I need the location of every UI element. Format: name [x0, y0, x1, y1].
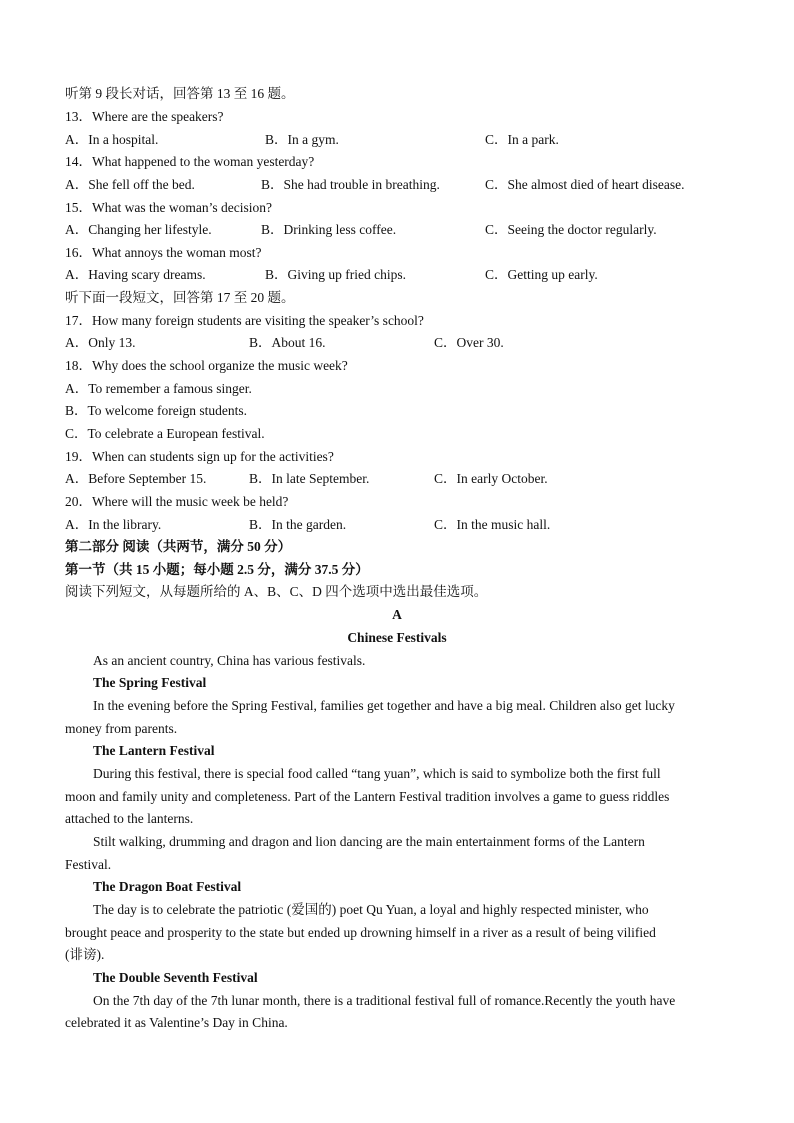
paragraph-line: On the 7th day of the 7th lunar month, there is a traditional festival full of romance.Recently the youth have	[93, 993, 676, 1008]
option-17b: B．About 16.	[249, 335, 326, 350]
option-19c: C．In early October.	[434, 471, 548, 486]
option-16b: B．Giving up fried chips.	[265, 267, 406, 282]
question-19: 19．When can students sign up for the activities?	[65, 449, 334, 464]
question-13: 13．Where are the speakers?	[65, 109, 224, 124]
option-13c: C．In a park.	[485, 132, 559, 147]
reading-instruction: 阅读下列短文，从每题所给的 A、B、C、D 四个选项中选出最佳选项。	[65, 584, 488, 599]
option-15b: B．Drinking less coffee.	[261, 222, 397, 237]
part-title: 第二部分 阅读（共两节，满分 50 分）	[65, 539, 292, 554]
paragraph-line: attached to the lanterns.	[65, 811, 194, 826]
passage-title: Chinese Festivals	[347, 630, 447, 645]
passage-letter: A	[392, 607, 402, 622]
option-17a: A．Only 13.	[65, 335, 136, 350]
paragraph-line: Festival.	[65, 857, 112, 872]
paragraph-line: The day is to celebrate the patriotic (爱国的) poet Qu Yuan, a loyal and highly respected minister, who	[93, 902, 649, 917]
option-17c: C．Over 30.	[434, 335, 504, 350]
section-title: 第一节（共 15 小题；每小题 2.5 分，满分 37.5 分）	[65, 562, 369, 577]
option-19a: A．Before September 15.	[65, 471, 207, 486]
section9-intro: 听第 9 段长对话，回答第 13 至 16 题。	[65, 86, 295, 101]
option-18a: A．To remember a famous singer.	[65, 381, 252, 396]
paragraph-line: Stilt walking, drumming and dragon and lion dancing are the main entertainment forms of the Lantern	[93, 834, 645, 849]
option-14a: A．She fell off the bed.	[65, 177, 195, 192]
question-17: 17．How many foreign students are visiting the speaker’s school?	[65, 313, 424, 328]
option-20b: B．In the garden.	[249, 517, 347, 532]
paragraph-line: During this festival, there is special food called “tang yuan”, which is said to symbolize both the first full	[93, 766, 661, 781]
passage-intro-text: As an ancient country, China has various festivals.	[93, 653, 366, 668]
option-18c: C．To celebrate a European festival.	[65, 426, 265, 441]
question-20: 20．Where will the music week be held?	[65, 494, 289, 509]
heading-spring-festival: The Spring Festival	[93, 675, 207, 690]
paragraph-line: In the evening before the Spring Festival, families get together and have a big meal. Children also get lucky	[93, 698, 675, 713]
option-16a: A．Having scary dreams.	[65, 267, 206, 282]
heading-dragon-boat-festival: The Dragon Boat Festival	[93, 879, 242, 894]
paragraph-line: brought peace and prosperity to the state but ended up drowning himself in a river as a result of being vilified	[65, 925, 656, 940]
heading-lantern-festival: The Lantern Festival	[93, 743, 215, 758]
paragraph-line: celebrated it as Valentine’s Day in China.	[65, 1015, 288, 1030]
option-15c: C．Seeing the doctor regularly.	[485, 222, 657, 237]
question-16: 16．What annoys the woman most?	[65, 245, 262, 260]
paragraph-line: (诽谤).	[65, 947, 105, 962]
paragraph-line: money from parents.	[65, 721, 178, 736]
option-20a: A．In the library.	[65, 517, 162, 532]
question-18: 18．Why does the school organize the music week?	[65, 358, 348, 373]
option-16c: C．Getting up early.	[485, 267, 598, 282]
option-14c: C．She almost died of heart disease.	[485, 177, 685, 192]
question-15: 15．What was the woman’s decision?	[65, 200, 272, 215]
option-19b: B．In late September.	[249, 471, 370, 486]
option-13b: B．In a gym.	[265, 132, 339, 147]
option-15a: A．Changing her lifestyle.	[65, 222, 212, 237]
paragraph-line: moon and family unity and completeness. Part of the Lantern Festival tradition involves a game to guess riddles	[65, 789, 670, 804]
option-13a: A．In a hospital.	[65, 132, 159, 147]
option-20c: C．In the music hall.	[434, 517, 551, 532]
option-14b: B．She had trouble in breathing.	[261, 177, 440, 192]
passage-intro: 听下面一段短文，回答第 17 至 20 题。	[65, 290, 295, 305]
question-14: 14．What happened to the woman yesterday?	[65, 154, 315, 169]
heading-double-seventh-festival: The Double Seventh Festival	[93, 970, 258, 985]
option-18b: B．To welcome foreign students.	[65, 403, 248, 418]
